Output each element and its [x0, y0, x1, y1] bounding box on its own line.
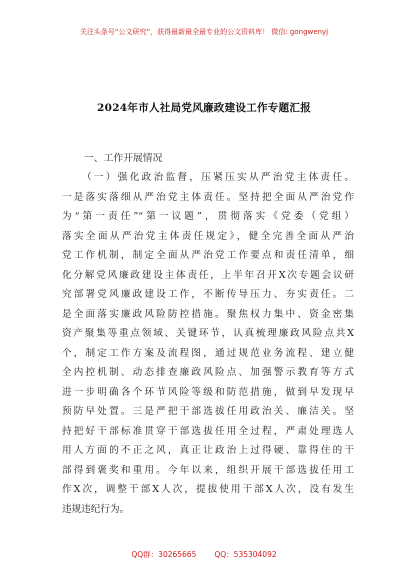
body-line: 作X次，调整干部X人次，提拔使用干部X人次，没有发生 [62, 484, 354, 495]
section-heading: 一、工作开展情况 [84, 153, 163, 164]
body-line: 落实全面从严治党主体责任规定》，健全完善全面从严治 [62, 230, 354, 242]
body-line: 是全面落实廉政风险防控措施。聚焦权力集中、资金密集 [62, 308, 354, 320]
body-line: 持把好干部标准贯穿干部选拔任用全过程，严肃处理选人 [62, 425, 354, 437]
body-line: 党工作机制，制定全面从严治党工作要点和责任清单，细 [62, 250, 354, 261]
body-line: 化分解党风廉政建设主体责任，上半年召开X次专题会议研 [62, 269, 354, 281]
footer-qq-group: QQ群：30265665 [131, 550, 197, 559]
document-title: 2024年市人社局党风廉政建设工作专题汇报 [96, 102, 312, 114]
body-line: 预防早处置。三是严把干部选拔任用政治关、廉洁关。坚 [62, 406, 354, 417]
body-line: 用人方面的不正之风，真正让政治上过得硬、靠得住的干 [62, 445, 354, 456]
header-promo-note: 关注头条号“公文研究”，获得最新最全最专业的公文资料库！ 微信: gongwenyj [79, 28, 329, 36]
body-line: 部得到褒奖和重用。今年以来，组织开展干部选拔任用工 [62, 464, 354, 476]
body-line: 违规违纪行为。 [62, 503, 130, 515]
body-line: 个，制定工作方案及流程图，通过规范业务流程、建立健 [62, 347, 354, 359]
footer-contact [0, 549, 408, 560]
body-line: 进一步明确各个环节风险等级和防范措施，做到早发现早 [62, 386, 354, 398]
body-paragraph [62, 168, 354, 519]
footer-qq-number: QQ：535304092 [214, 550, 277, 559]
body-line: （一）强化政治监督，压紧压实从严治党主体责任。 [82, 172, 354, 183]
body-line: 究部署党风廉政建设工作，不断传导压力、夯实责任。二 [62, 289, 354, 300]
body-line: 一是落实落细从严治党主体责任。坚持把全面从严治党作 [62, 191, 354, 203]
body-line: 资产聚集等重点领域、关键环节，认真梳理廉政风险点共X [62, 328, 354, 339]
body-line: 全内控机制、动态排查廉政风险点、加强警示教育等方式 [62, 367, 354, 378]
body-line: 为“第一责任”“第一议题”，贯彻落实《党委（党组） [62, 211, 354, 222]
